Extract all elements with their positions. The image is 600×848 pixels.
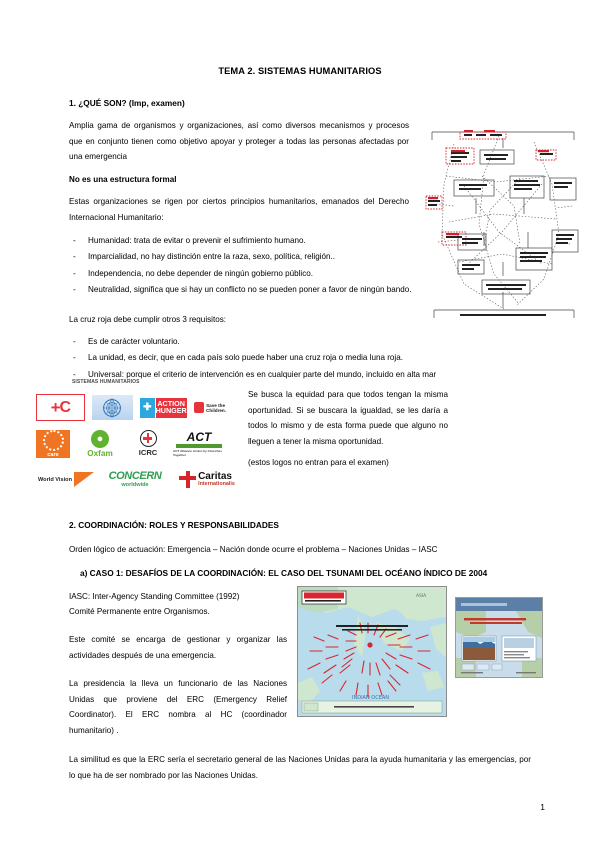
page-title: TEMA 2. SISTEMAS HUMANITARIOS (218, 66, 382, 76)
logos-exam-note: (estos logos no entran para el examen) (248, 458, 389, 467)
section-1-intro: Amplia gama de organismos y organizaciones, así como diversos mecanismos y procesos que en conjunto tienen como objetivo apoyar y proteger a todas las personas afectadas por una emergencia (69, 121, 409, 161)
logo-row-2 (36, 428, 244, 459)
care-sun-icon (43, 430, 64, 451)
save-the-children-mark-icon (194, 402, 204, 413)
caritas-label: Caritas (198, 470, 232, 482)
tsunami-webpage-screenshot (455, 597, 543, 678)
principles-list (69, 233, 469, 299)
iasc-presidency-paragraph: La presidencia la lleva un funcionario de las Naciones Unidas que proviene del ERC (Emergency Relief Coordinator). El ERC nombra al HC (coordinador humanitario) . (69, 679, 287, 735)
concern-label: CONCERN (108, 470, 162, 482)
caritas-cross-icon (179, 471, 196, 488)
icrc-label: ICRC (138, 448, 158, 457)
redcross-requirements-intro: La cruz roja debe cumplir otros 3 requisitos: (69, 315, 227, 324)
svg-text:ASIA: ASIA (416, 594, 427, 599)
act-sublabel: ACT Alliance Action by Churches Together (173, 448, 222, 457)
ngo-logo-grid (36, 392, 244, 500)
oxfam-figure-icon: ● (91, 430, 109, 448)
aah-leaf-icon: ✚ (140, 398, 155, 418)
caritas-text-block (198, 472, 235, 487)
oxfam-label: Oxfam (87, 448, 113, 458)
indian-ocean-tsunami-map (297, 586, 447, 717)
not-formal-structure-text: No es una estructura formal (69, 175, 177, 184)
page-number: 1 (540, 802, 545, 812)
principle-item: - Imparcialidad, no hay distinción entre la raza, sexo, política, religión.. (69, 249, 469, 264)
section-2-heading: 2. COORDINACIÓN: ROLES Y RESPONSABILIDADES (69, 520, 279, 530)
care-logo (36, 430, 70, 458)
united-nations-logo (92, 395, 133, 420)
erc-similarity-paragraph: La similitud es que la ERC sería el secretario general de las Naciones Unidas para la ayuda humanitaria y las emergencias, por lo que ha de ser nombrado por las Naciones Unidas. (69, 755, 531, 780)
concern-worldwide-logo (103, 467, 167, 493)
oxfam-logo (77, 429, 123, 459)
save-the-children-label: Save the Children. (206, 402, 227, 413)
humanitarian-system-network-diagram (424, 114, 582, 326)
case-1-heading: a) CASO 1: DESAFÍOS DE LA COORDINACIÓN: EL CASO DEL TSUNAMI DEL OCÉANO ÍNDICO DE 2004 (80, 568, 488, 578)
concern-sublabel: worldwide (121, 482, 149, 488)
redcross-requirement-item: - Es de carácter voluntario. (69, 334, 539, 349)
world-vision-mark-icon (74, 472, 94, 487)
action-against-hunger-logo (140, 397, 187, 419)
iasc-definition-line2: Comité Permanente entre Organismos. (69, 607, 210, 616)
caritas-sublabel: Internationalis (198, 480, 235, 487)
icrc-cross-icon (140, 430, 157, 447)
icrc-logo (130, 429, 166, 459)
logo-row-3 (36, 464, 244, 495)
world-vision-logo (36, 470, 96, 490)
act-alliance-logo (173, 431, 225, 457)
section-1-heading: 1. ¿QUÉ SON? (Imp, examen) (69, 98, 185, 108)
svg-text:INDIAN OCEAN: INDIAN OCEAN (352, 695, 390, 701)
world-vision-label: World Vision (38, 476, 72, 483)
equity-paragraph: Se busca la equidad para que todos tengan la misma oportunidad. Si se buscara la igualdad, se les daría a todos lo mismo y de esta forma puede que alguno no lleguen a tener la misma oportunidad. (248, 390, 448, 446)
act-green-bar (176, 444, 222, 449)
iasc-role-paragraph: Este comité se encarga de gestionar y organizar las actividades después de una emergencia. (69, 635, 287, 660)
principle-item: - Independencia, no debe depender de ningún gobierno público. (69, 266, 469, 281)
action-order-text: Orden lógico de actuación: Emergencia – Nación donde ocurre el problema – Naciones Unidas – IASC (69, 545, 438, 554)
principle-item: - Humanidad: trata de evitar o prevenir el sufrimiento humano. (69, 233, 469, 248)
redcross-requirement-item: - La unidad, es decir, que en cada país solo puede haber una cruz roja o media luna roja. (69, 350, 539, 365)
act-label: ACT (186, 430, 212, 444)
aah-line2: HUNGER (155, 405, 187, 415)
save-the-children-logo (194, 400, 244, 416)
iasc-definition-line1: IASC: Inter-Agency Standing Committee (1992) (69, 592, 240, 601)
aah-wordmark (156, 398, 187, 418)
logos-caption: SISTEMAS HUMANITARIOS (72, 379, 140, 385)
red-cross-crescent-logo: + C (36, 394, 85, 421)
aah-line1: ACTION (157, 398, 185, 408)
principle-item: - Neutralidad, significa que si hay un conflicto no se pueden poner a favor de ningún bando. (69, 282, 428, 297)
principles-intro: Estas organizaciones se rigen por ciertos principios humanitarios, emanados del Derecho Internacional Humanitario: (69, 197, 409, 222)
caritas-logo (174, 467, 240, 493)
redcross-requirements-list (69, 334, 539, 383)
redcross-requirement-item: - Universal: porque el criterio de intervención es en cualquier parte del mundo, incluido en alta mar (69, 367, 539, 382)
logo-row-1 (36, 392, 244, 423)
care-label: care (47, 451, 59, 458)
